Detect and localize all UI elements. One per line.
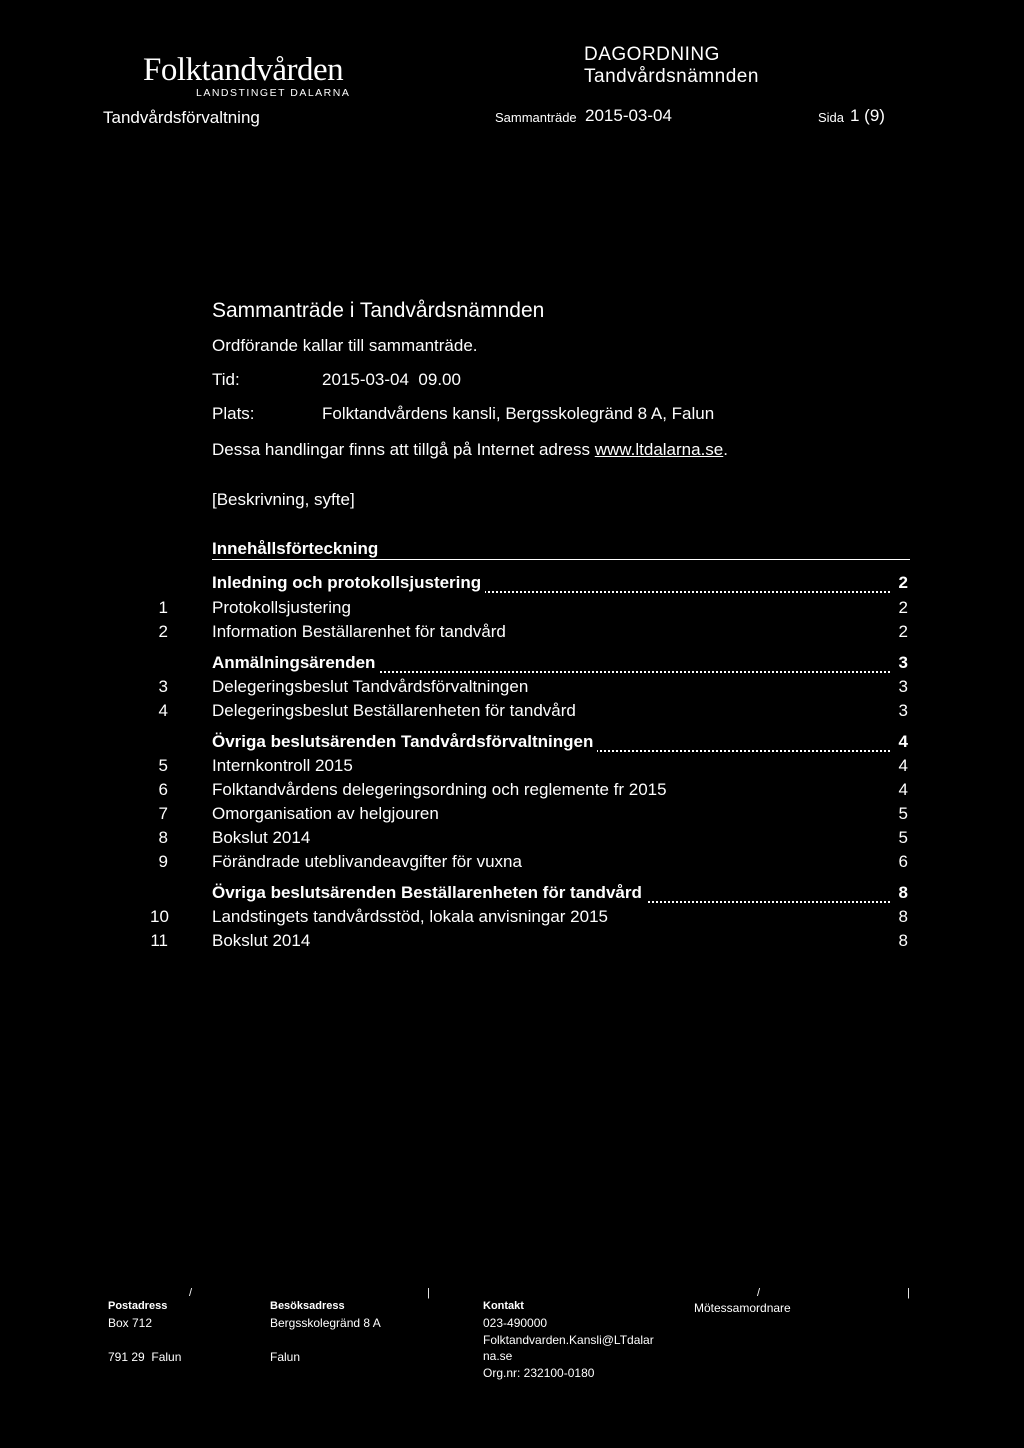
contact-email-cont: na.se <box>483 1349 513 1363</box>
place-value: Folktandvårdens kansli, Bergsskolegränd 8 A, Falun <box>322 404 715 423</box>
toc-item-number: 3 <box>158 677 168 696</box>
toc-divider <box>212 559 910 560</box>
column-mark: / <box>757 1287 761 1299</box>
toc-page: 2 <box>898 622 908 641</box>
logo-subtitle: LANDSTINGET DALARNA <box>196 87 351 99</box>
department-name: Tandvårdsförvaltning <box>103 108 260 127</box>
postal-city: 791 29 Falun <box>108 1350 182 1364</box>
contact-email: Folktandvarden.Kansli@LTdalar <box>483 1333 654 1347</box>
toc-item-row <box>150 852 910 874</box>
toc-item-title: Folktandvårdens delegeringsordning och reglemente fr 2015 <box>212 780 667 799</box>
meeting-date: 2015-03-04 <box>585 106 672 125</box>
toc-item-title: Omorganisation av helgjouren <box>212 804 439 823</box>
documents-note <box>212 440 728 460</box>
toc-page: 4 <box>898 756 908 775</box>
toc-page: 5 <box>898 828 908 847</box>
website-link[interactable]: www.ltdalarna.se <box>594 440 724 459</box>
toc-item-row <box>150 780 910 802</box>
toc-page: 2 <box>898 573 908 592</box>
toc-item-number: 8 <box>158 828 168 847</box>
toc-item-number: 5 <box>158 756 168 775</box>
documents-text: Dessa handlingar finns att tillgå på Internet adress <box>212 440 591 459</box>
page-number: 1 (9) <box>850 106 885 125</box>
org-number: Org.nr: 232100-0180 <box>483 1366 595 1380</box>
toc-item-number: 7 <box>158 804 168 823</box>
column-mark: / <box>189 1287 193 1299</box>
toc-item-row <box>150 804 910 826</box>
toc-page: 8 <box>898 883 908 902</box>
toc-item-title: Bokslut 2014 <box>212 931 311 950</box>
documents-end: . <box>723 440 728 459</box>
toc-page: 2 <box>898 598 908 617</box>
page-label: Sida <box>818 110 845 125</box>
toc-item-title: Internkontroll 2015 <box>212 756 353 775</box>
toc-page: 8 <box>898 931 908 950</box>
meeting-date-label: Sammanträde <box>495 110 577 125</box>
toc-section-title: Anmälningsärenden <box>212 653 379 673</box>
toc-item-row <box>150 756 910 778</box>
postal-address-heading: Postadress <box>108 1300 168 1312</box>
toc-section-row <box>150 732 910 754</box>
meeting-coordinator-heading: Mötessamordnare <box>694 1301 791 1315</box>
toc-item-row <box>150 931 910 953</box>
column-mark: | <box>427 1287 430 1299</box>
toc-page: 3 <box>898 701 908 720</box>
toc-item-title: Bokslut 2014 <box>212 828 311 847</box>
toc-title: Innehållsförteckning <box>212 539 379 558</box>
toc-section-row <box>150 573 910 595</box>
toc-item-title: Delegeringsbeslut Tandvårdsförvaltningen <box>212 677 529 696</box>
document-type: DAGORDNING <box>584 44 720 65</box>
toc-section-title: Övriga beslutsärenden Tandvårdsförvaltningen <box>212 732 597 752</box>
summons-text: Ordförande kallar till sammanträde. <box>212 336 478 355</box>
contact-phone: 023-490000 <box>483 1316 548 1330</box>
toc-item-number: 11 <box>150 931 168 950</box>
toc-item-title: Förändrade uteblivandeavgifter för vuxna <box>212 852 522 871</box>
postal-box: Box 712 <box>108 1316 153 1330</box>
toc-item-title: Information Beställarenhet för tandvård <box>212 622 506 641</box>
toc-page: 8 <box>898 907 908 926</box>
toc-page: 4 <box>898 780 908 799</box>
toc-item-row <box>150 907 910 929</box>
toc-item-row <box>150 701 910 723</box>
toc-section-row <box>150 653 910 675</box>
toc-page: 5 <box>898 804 908 823</box>
toc-item-row <box>150 598 910 620</box>
column-mark: | <box>907 1287 910 1299</box>
toc-item-title: Protokollsjustering <box>212 598 351 617</box>
organization-logo: Folktandvården <box>143 52 344 88</box>
toc-page: 3 <box>898 653 908 672</box>
page-title: Sammanträde i Tandvårdsnämnden <box>212 299 545 322</box>
toc-page: 6 <box>898 852 908 871</box>
toc-item-number: 6 <box>158 780 168 799</box>
toc-item-title: Landstingets tandvårdsstöd, lokala anvisningar 2015 <box>212 907 608 926</box>
visiting-address-heading: Besöksadress <box>270 1300 345 1312</box>
toc-section-title: Inledning och protokollsjustering <box>212 573 485 593</box>
toc-item-number: 2 <box>158 622 168 641</box>
toc-section-row <box>150 883 910 905</box>
toc-page: 4 <box>898 732 908 751</box>
contact-heading: Kontakt <box>483 1300 524 1312</box>
toc-item-number: 4 <box>158 701 168 720</box>
toc-section-title: Övriga beslutsärenden Beställarenheten för tandvård <box>212 883 646 903</box>
toc-item-number: 10 <box>150 907 169 926</box>
time-label: Tid: <box>212 370 240 389</box>
time-value: 2015-03-04 09.00 <box>322 370 461 389</box>
toc-item-row <box>150 828 910 850</box>
toc-item-number: 9 <box>158 852 168 871</box>
visiting-city: Falun <box>270 1350 301 1364</box>
committee-name: Tandvårdsnämnden <box>584 66 759 87</box>
toc-item-number: 1 <box>158 598 168 617</box>
place-label: Plats: <box>212 404 255 423</box>
toc-page: 3 <box>898 677 908 696</box>
toc-item-title: Delegeringsbeslut Beställarenheten för tandvård <box>212 701 576 720</box>
toc-item-row <box>150 677 910 699</box>
visiting-street: Bergsskolegränd 8 A <box>270 1316 381 1330</box>
description-placeholder: [Beskrivning, syfte] <box>212 490 355 509</box>
toc-item-row <box>150 622 910 644</box>
